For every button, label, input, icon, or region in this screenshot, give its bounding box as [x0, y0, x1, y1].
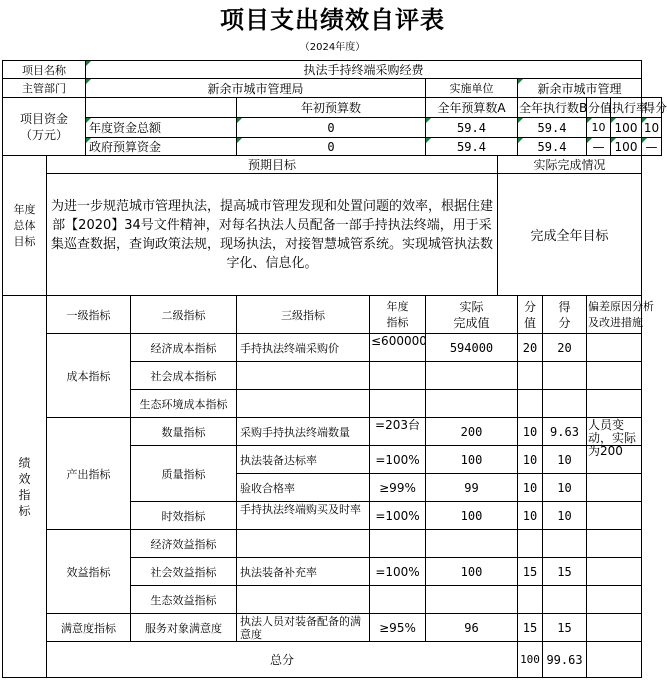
output-target-acceptance: ≥99% — [370, 474, 426, 502]
empty-cell — [518, 530, 543, 558]
benefit-score-value: 15 — [518, 558, 543, 586]
funds-row-gov-label: 政府预算资金 — [86, 138, 237, 156]
funds-row-gov-score: — — [642, 138, 662, 156]
funds-row-gov-annual: 59.4 — [426, 138, 518, 156]
total-score-value: 100 — [518, 642, 543, 678]
satisfaction-target: ≥95% — [370, 614, 426, 642]
cost-score: 20 — [543, 334, 587, 362]
output-score-value-standard: 10 — [518, 446, 543, 474]
output-indicator-quantity: 采购手持执法终端数量 — [237, 418, 370, 446]
output-actual-acceptance: 99 — [426, 474, 518, 502]
perf-label-line3: 指 — [18, 487, 31, 502]
output-reason-quantity — [587, 417, 642, 458]
output-score-value-quantity: 10 — [518, 418, 543, 446]
funds-row-gov-initial: 0 — [237, 138, 426, 156]
funds-header-score: 得分 — [642, 98, 662, 118]
benefit-ecological: 生态效益指标 — [131, 586, 237, 614]
annual-goal-label-line2: 总体 — [13, 218, 36, 232]
benefit-economic: 经济效益指标 — [131, 530, 237, 558]
output-reason-quantity-text: 人员变动，实际为200 — [588, 417, 637, 458]
empty-cell — [370, 586, 426, 614]
impl-unit-value: 新余市城市管理 — [518, 79, 642, 98]
perf-header-score-value-line1: 分 — [523, 299, 536, 314]
funds-row-gov-exec-rate: 100 — [611, 138, 642, 156]
output-level1: 产出指标 — [47, 418, 131, 530]
perf-header-level2: 二级指标 — [131, 296, 237, 334]
benefit-social: 社会效益指标 — [131, 558, 237, 586]
actual-completion-text: 完成全年目标 — [498, 174, 642, 296]
empty-cell — [370, 390, 426, 418]
empty-cell — [237, 390, 370, 418]
satisfaction-reason — [587, 614, 642, 642]
perf-label — [3, 296, 47, 678]
empty-cell — [587, 390, 642, 418]
output-target-standard: =100% — [370, 446, 426, 474]
output-score-acceptance: 10 — [543, 474, 587, 502]
empty-cell — [370, 362, 426, 390]
cost-level1: 成本指标 — [47, 334, 131, 418]
perf-header-score-line1: 得 — [558, 299, 571, 314]
annual-goal-label-line1: 年度 — [13, 202, 36, 216]
empty-cell — [587, 586, 642, 614]
output-indicator-timeliness-text: 手持执法终端购买及时率 — [240, 502, 361, 516]
perf-header-reason-line2: 及改进措施 — [588, 315, 643, 329]
perf-label-line4: 标 — [18, 503, 31, 518]
total-label: 总分 — [47, 642, 518, 678]
report-year: （2024年度） — [299, 42, 366, 53]
cost-indicator: 手持执法终端采购价 — [237, 334, 370, 362]
output-quantity: 数量指标 — [131, 418, 237, 446]
annual-goal-label — [3, 156, 47, 296]
output-score-timeliness: 10 — [543, 502, 587, 530]
empty-cell — [518, 390, 543, 418]
empty-cell — [237, 586, 370, 614]
perf-header-level1: 一级指标 — [47, 296, 131, 334]
perf-header-target — [370, 296, 426, 334]
perf-header-reason-line1: 偏差原因分析 — [588, 299, 654, 313]
perf-header-score-value-line2: 值 — [523, 315, 536, 330]
funds-header-score-value: 分值 — [587, 98, 611, 118]
empty-cell — [587, 362, 642, 390]
total-score: 99.63 — [543, 642, 587, 678]
benefit-indicator: 执法装备补充率 — [237, 558, 370, 586]
expected-goal-header: 预期目标 — [47, 156, 498, 174]
perf-header-level3: 三级指标 — [237, 296, 370, 334]
empty-cell — [370, 530, 426, 558]
empty-cell — [543, 586, 587, 614]
empty-cell — [237, 362, 370, 390]
cost-ecological: 生态环境成本指标 — [131, 390, 237, 418]
empty-cell — [426, 390, 518, 418]
satisfaction-score-value: 15 — [518, 614, 543, 642]
output-score-quantity: 9.63 — [543, 418, 587, 446]
funds-row-gov-score-value: — — [587, 138, 611, 156]
output-timeliness: 时效指标 — [131, 502, 237, 530]
cost-target-text: ≤600000 — [371, 333, 427, 348]
output-target-quantity — [370, 418, 426, 446]
output-actual-standard: 100 — [426, 446, 518, 474]
funds-row-total-exec-rate: 100 — [611, 118, 642, 138]
funds-label — [3, 98, 86, 156]
empty-cell — [518, 586, 543, 614]
satisfaction-indicator — [237, 614, 370, 642]
benefit-target: =100% — [370, 558, 426, 586]
funds-header-annual: 全年预算数A — [426, 98, 518, 118]
satisfaction-indicator-text: 执法人员对装备配备的满意度 — [240, 614, 361, 641]
funds-header-blank — [86, 98, 237, 118]
cost-actual: 594000 — [426, 334, 518, 362]
output-quality: 质量指标 — [131, 446, 237, 502]
funds-label-line1: 项目资金 — [19, 111, 68, 126]
evaluation-table — [2, 60, 667, 678]
perf-header-actual-line1: 实际 — [459, 299, 484, 314]
cost-economic: 经济成本指标 — [131, 334, 237, 362]
output-score-value-timeliness: 10 — [518, 502, 543, 530]
perf-header-score-line2: 分 — [558, 315, 571, 330]
funds-header-initial: 年初预算数 — [237, 98, 426, 118]
funds-header-exec-rate: 执行率 — [611, 98, 642, 118]
benefit-score: 15 — [543, 558, 587, 586]
funds-row-total-score: 10 — [642, 118, 662, 138]
cost-social: 社会成本指标 — [131, 362, 237, 390]
empty-cell — [426, 362, 518, 390]
benefit-actual: 100 — [426, 558, 518, 586]
funds-row-total-initial: 0 — [237, 118, 426, 138]
funds-header-executed: 全年执行数B — [518, 98, 587, 118]
funds-row-total-executed: 59.4 — [518, 118, 587, 138]
perf-header-target-line1: 年度 — [386, 299, 409, 313]
output-target-timeliness: =100% — [370, 502, 426, 530]
project-name-value: 执法手持终端采购经费 — [86, 61, 642, 79]
output-actual-quantity: 200 — [426, 418, 518, 446]
satisfaction-score: 15 — [543, 614, 587, 642]
cost-reason — [587, 334, 642, 362]
empty-cell — [518, 362, 543, 390]
perf-header-target-line2: 指标 — [386, 315, 409, 329]
empty-cell — [587, 530, 642, 558]
output-indicator-timeliness — [237, 502, 370, 530]
empty-cell — [426, 530, 518, 558]
dept-label: 主管部门 — [3, 79, 86, 98]
output-actual-timeliness: 100 — [426, 502, 518, 530]
cost-score-value: 20 — [518, 334, 543, 362]
dept-value: 新余市城市管理局 — [86, 79, 426, 98]
benefit-level1: 效益指标 — [47, 530, 131, 614]
satisfaction-level1: 满意度指标 — [47, 614, 131, 642]
funds-row-total-score-value: 10 — [587, 118, 611, 138]
perf-header-score — [543, 296, 587, 334]
total-reason — [587, 642, 642, 678]
project-name-label: 项目名称 — [3, 61, 86, 79]
output-indicator-standard: 执法装备达标率 — [237, 446, 370, 474]
output-reason-acceptance — [587, 474, 642, 502]
empty-cell — [426, 586, 518, 614]
cost-target — [370, 334, 426, 362]
output-reason-standard — [587, 446, 642, 474]
expected-goal-text: 为进一步规范城市管理执法，提高城市管理发现和处置问题的效率，根据住建部【2020】34号文件精神，对每名执法人员配备一部手持执法终端，用于采集巡查数据，查询政策法规，现场执法，对接智慧城管系统。实现城管执法数字化、信息化。 — [47, 174, 498, 296]
satisfaction-level2: 服务对象满意度 — [131, 614, 237, 642]
output-target-quantity-text: =203台 — [375, 417, 420, 432]
funds-row-total-label: 年度资金总额 — [86, 118, 237, 138]
funds-row-total-annual: 59.4 — [426, 118, 518, 138]
impl-unit-label: 实施单位 — [426, 79, 518, 98]
perf-label-line1: 绩 — [18, 455, 31, 470]
perf-header-score-value — [518, 296, 543, 334]
empty-cell — [543, 390, 587, 418]
actual-completion-header: 实际完成情况 — [498, 156, 642, 174]
output-indicator-acceptance: 验收合格率 — [237, 474, 370, 502]
annual-goal-label-line3: 目标 — [13, 234, 36, 248]
page-title: 项目支出绩效自评表 — [220, 6, 445, 34]
output-score-standard: 10 — [543, 446, 587, 474]
benefit-reason — [587, 558, 642, 586]
empty-cell — [543, 362, 587, 390]
perf-header-actual — [426, 296, 518, 334]
output-reason-timeliness — [587, 502, 642, 530]
perf-header-reason — [587, 296, 654, 334]
empty-cell — [543, 530, 587, 558]
satisfaction-actual: 96 — [426, 614, 518, 642]
empty-cell — [237, 530, 370, 558]
funds-row-gov-executed: 59.4 — [518, 138, 587, 156]
output-score-value-acceptance: 10 — [518, 474, 543, 502]
perf-label-line2: 效 — [18, 471, 31, 486]
perf-header-actual-line2: 完成值 — [453, 315, 490, 330]
funds-label-line2: （万元） — [19, 127, 68, 142]
